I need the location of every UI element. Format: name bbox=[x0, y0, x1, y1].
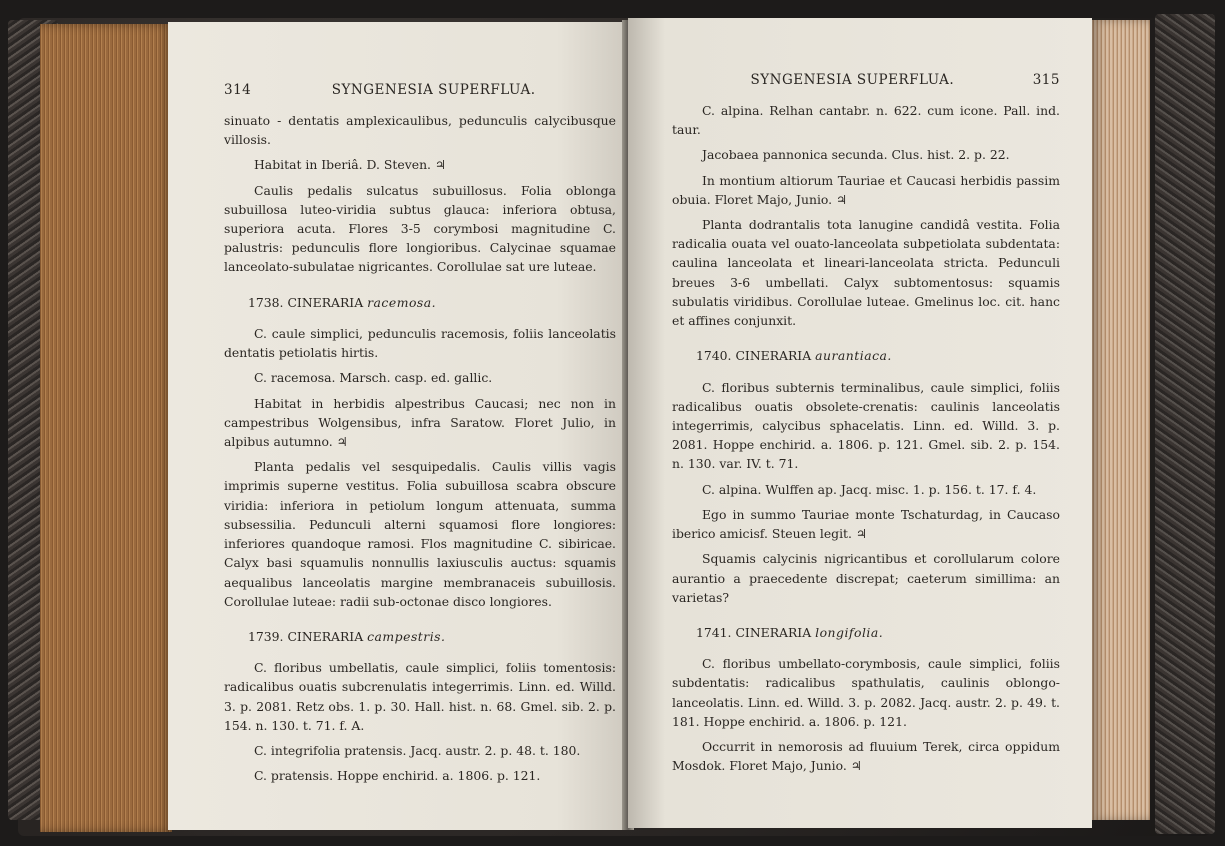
paragraph: C. floribus subternis terminalibus, caule simplici, foliis radicalibus ouatis obsolete-crenatis: caulinis lanceolatis integerrimis, calycibus sphacelatis. Linn. ed. Willd. 3. p. 2081. Hoppe enchirid. a. 1806. p. 121. Gmel. sib. 2. p. 154. n. 130. var. IV. t. 71. bbox=[672, 379, 1060, 472]
left-page bbox=[168, 22, 626, 830]
right-page-number: 315 bbox=[1032, 72, 1060, 88]
paragraph: C. floribus umbellato-corymbosis, caule simplici, foliis subdentatis: radicalibus spathulatis, caulinis oblongo-lanceolatis. Linn. ed. Willd. 3. p. 2082. Jacq. austr. 2. p. 49. t. 181. Hoppe enchirid. a. 1806. p. 121. bbox=[672, 656, 1060, 729]
paragraph: C. pratensis. Hoppe enchirid. a. 1806. p. 121. bbox=[254, 768, 541, 784]
species-number: 1740. bbox=[696, 348, 732, 364]
left-running-head bbox=[224, 80, 616, 101]
paragraph: Habitat in Iberiâ. D. Steven. ♃ bbox=[254, 157, 447, 173]
right-page bbox=[628, 18, 1092, 828]
species-number: 1739. bbox=[248, 628, 284, 644]
species-number: 1741. bbox=[696, 624, 732, 640]
right-running-head bbox=[672, 70, 1060, 91]
species-name: racemosa. bbox=[367, 294, 437, 310]
left-page-number: 314 bbox=[224, 82, 252, 98]
paragraph: In montium altiorum Tauriae et Caucasi herbidis passim obuia. Floret Majo, Junio. ♃ bbox=[672, 172, 1060, 207]
species-heading-1739 bbox=[224, 627, 616, 646]
right-page-content bbox=[672, 70, 1060, 781]
paragraph: C. alpina. Relhan cantabr. n. 622. cum icone. Pall. ind. taur. bbox=[672, 102, 1060, 138]
paragraph: C. floribus umbellatis, caule simplici, foliis tomentosis: radicalibus ouatis subcrenulatis integerrimis. Linn. ed. Willd. 3. p. 2081. Retz obs. 1. p. 30. Hall. hist. n. 68. Gmel. sib. 2. p. 154. n. 130. t. 71. f. A. bbox=[224, 660, 616, 733]
species-name: longifolia. bbox=[815, 624, 884, 640]
paragraph: C. integrifolia pratensis. Jacq. austr. 2. p. 48. t. 180. bbox=[254, 743, 581, 759]
left-head-title: SYNGENESIA SUPERFLUA. bbox=[331, 82, 536, 98]
paragraph: Occurrit in nemorosis ad fluuium Terek, circa oppidum Mosdok. Floret Majo, Junio. ♃ bbox=[672, 739, 1060, 774]
species-name: aurantiaca. bbox=[815, 348, 892, 364]
right-head-title: SYNGENESIA SUPERFLUA. bbox=[750, 72, 955, 88]
genus-name: CINERARIA bbox=[735, 348, 812, 364]
paragraph: Planta dodrantalis tota lanugine candidâ vestita. Folia radicalia ouata vel ouato-lanceolata subpetiolata subdentata: caulina lanceolata et lineari-lanceolata stricta. Pedunculi breues 3-6 umbellati. Calyx subtomentosus: squamis subulatis viridibus. Corollulae luteae. Gmelinus loc. cit. hanc et affines conjunxit. bbox=[672, 217, 1060, 329]
paragraph: C. racemosa. Marsch. casp. ed. gallic. bbox=[254, 370, 493, 386]
paragraph: Squamis calycinis nigricantibus et corollularum colore aurantio a praecedente discrepat; caeterum simillima: an varietas? bbox=[672, 551, 1060, 605]
species-heading-1738 bbox=[224, 293, 616, 312]
genus-name: CINERARIA bbox=[735, 624, 812, 640]
paragraph: Jacobaea pannonica secunda. Clus. hist. 2. p. 22. bbox=[702, 147, 1010, 163]
left-page-edges bbox=[40, 24, 172, 832]
genus-name: CINERARIA bbox=[287, 294, 364, 310]
paragraph: C. caule simplici, pedunculis racemosis, foliis lanceolatis dentatis petiolatis hirtis. bbox=[224, 325, 616, 361]
species-number: 1738. bbox=[248, 294, 284, 310]
paragraph: C. alpina. Wulffen ap. Jacq. misc. 1. p. 156. t. 17. f. 4. bbox=[702, 481, 1037, 497]
genus-name: CINERARIA bbox=[287, 628, 364, 644]
species-heading-1740 bbox=[672, 346, 1060, 365]
right-page-edges bbox=[1092, 20, 1150, 820]
paragraph: Planta pedalis vel sesquipedalis. Caulis villis vagis imprimis superne vestitus. Folia subuillosa scabra obscure viridia: inferiora in petiolum longum attenuata, summa subsessilia. Pedunculi alterni squamosi flore longiores: inferiores quandoque ramosi. Flos magnitudine C. sibiricae. Calyx basi squamulis nonnullis laxiusculis auctus: squamis aequalibus lanceolatis margine membranaceis subuillosis. Corollulae luteae: radii sub-octonae disco longiores. bbox=[224, 459, 616, 609]
paragraph: Ego in summo Tauriae monte Tschaturdag, in Caucaso iberico amicisf. Steuen legit. ♃ bbox=[672, 506, 1060, 542]
species-name: campestris. bbox=[367, 628, 446, 644]
left-page-content bbox=[224, 80, 616, 791]
species-heading-1741 bbox=[672, 623, 1060, 642]
paragraph: sinuato - dentatis amplexicaulibus, pedunculis calycibusque villosis. bbox=[224, 112, 616, 148]
paragraph: Habitat in herbidis alpestribus Caucasi; nec non in campestribus Wolgensibus, infra Saratow. Floret Julio, in alpibus autumno. ♃ bbox=[224, 395, 616, 449]
right-cover bbox=[1155, 14, 1215, 834]
paragraph: Caulis pedalis sulcatus subuillosus. Folia oblonga subuillosa luteo-viridia subtus glauca: inferiora obtusa, superiora acuta. Flores 3-5 corymbosi magnitudine C. palustris: pedunculis flore longioribus. Calycinae squamae lanceolato-subulatae nigricantes. Corollulae sat ure luteae. bbox=[224, 182, 616, 275]
